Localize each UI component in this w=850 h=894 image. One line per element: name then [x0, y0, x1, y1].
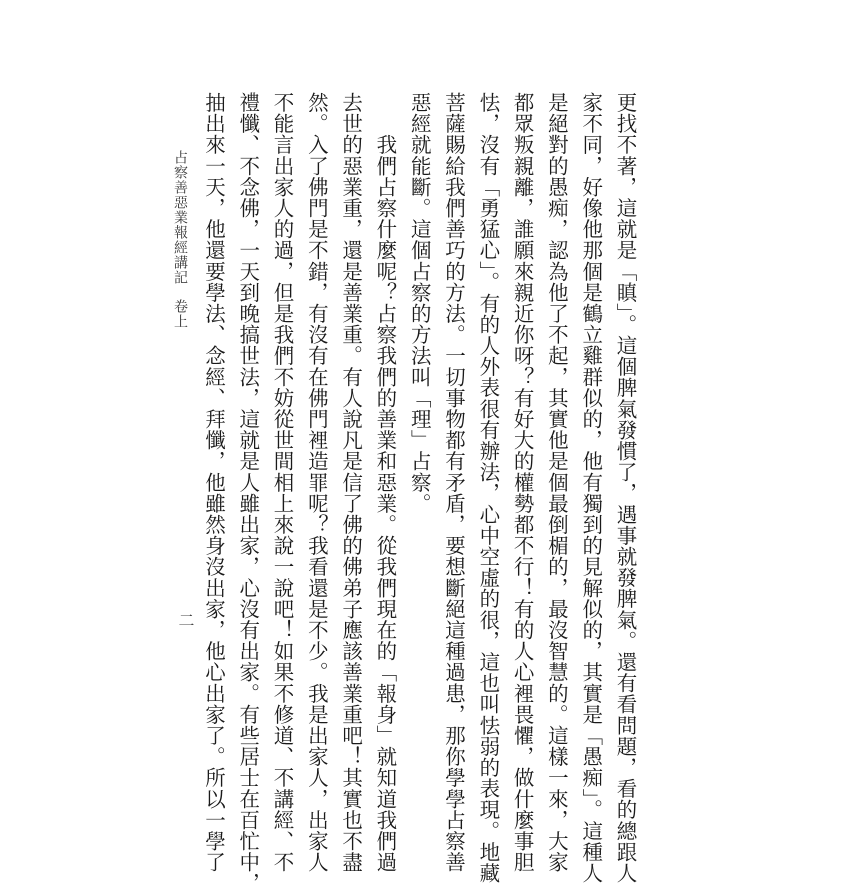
- text-column: 抽出來一天，他還要學法、念經、拜懺，他雖然身沒出家，他心出家了。所以一學了: [201, 92, 226, 873]
- text-column: 然。入了佛門是不錯，有沒有在佛門裡造罪呢？我看還是不少。我是出家人，出家人: [304, 92, 329, 873]
- text-column: 都眾叛親離，誰願來親近你呀？有好大的權勢都不行！有的人心裡畏懼，做什麼事胆: [510, 92, 535, 873]
- text-column: 家不同，好像他那個是鶴立雞群似的，他有獨到的見解似的，其實是「愚痴」。這種人: [578, 92, 603, 884]
- text-column: 菩薩賜給我們善巧的方法。一切事物都有矛盾，要想斷絕這種過患，那你學學占察善: [441, 92, 466, 873]
- running-head: [170, 150, 190, 329]
- body-text: [196, 92, 642, 894]
- text-column: 惡經就能斷。這個占察的方法叫「理」占察。: [407, 92, 432, 514]
- text-column: 不能言出家人的過，但是我們不妨從世間相上來說一說吧！如果不修道、不講經、不: [270, 92, 295, 873]
- text-column: 禮懺、不念佛，一天到晚搞世法，這就是人雖出家，心沒有出家。有些居士在百忙中，: [235, 92, 260, 894]
- text-column: 是絕對的愚痴，認為他了不起，其實他是個最倒楣的，最沒智慧的。這樣一來，大家: [544, 92, 569, 873]
- text-column: 去世的惡業重，還是善業重。有人說凡是信了佛的佛弟子應該善業重吧！其實也不盡: [338, 92, 363, 873]
- text-column: 更找不著，這就是「瞋」。這個脾氣發慣了，遇事就發脾氣。還有看問題，看的總跟人: [613, 92, 637, 884]
- volume-label: 卷上: [172, 299, 188, 329]
- text-column: 我們占察什麼呢？占察我們的善業和惡業。從我們現在的「報身」就知道我們過: [372, 92, 397, 873]
- page-number: 二: [176, 612, 195, 628]
- text-column: 怯，沒有「勇猛心」。有的人外表很有辦法，心中空虛的很，這也叫怯弱的表現。地藏: [475, 92, 500, 884]
- book-title: 占察善惡業報經講記: [172, 150, 188, 285]
